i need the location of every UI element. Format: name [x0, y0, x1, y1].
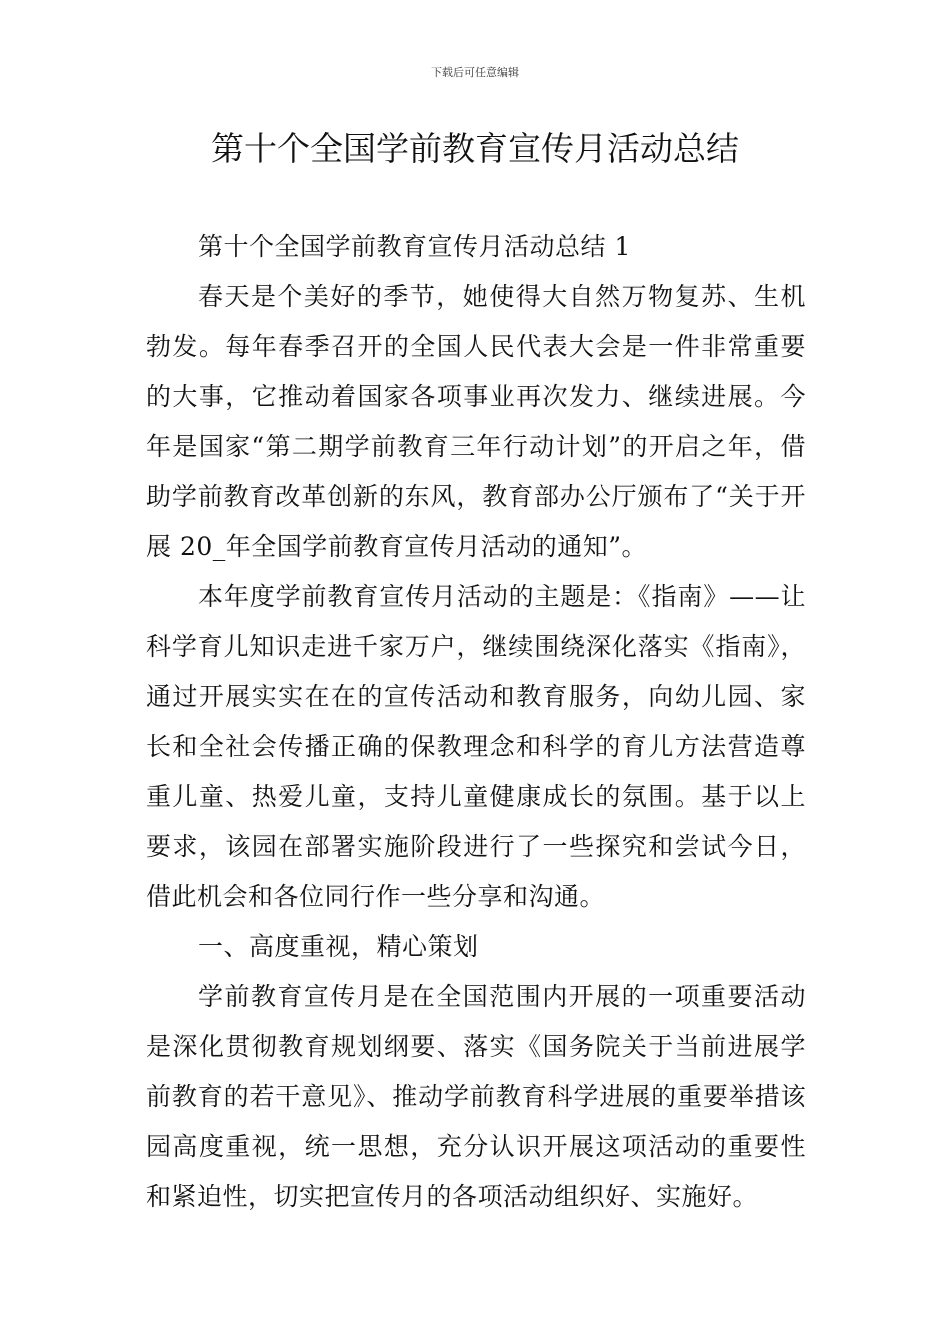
document-body [146, 222, 806, 1222]
paragraph: 春天是个美好的季节，她使得大自然万物复苏、生机勃发。每年春季召开的全国人民代表大会是一件非常重要的大事，它推动着国家各项事业再次发力、继续进展。今年是国家“第二期学前教育三年行动计划”的开启之年，借助学前教育改革创新的东风，教育部办公厅颁布了“关于开展 20_年全国学前教育宣传月活动的通知”。 [146, 282, 806, 561]
header-note: 下载后可任意编辑 [431, 66, 519, 79]
document-title: 第十个全国学前教育宣传月活动总结 [211, 129, 739, 168]
section-heading: 一、高度重视，精心策划 [198, 932, 479, 961]
section-heading: 第十个全国学前教育宣传月活动总结 1 [198, 232, 631, 261]
paragraph: 学前教育宣传月是在全国范围内开展的一项重要活动是深化贯彻教育规划纲要、落实《国务院关于当前进展学前教育的若干意见》、推动学前教育科学进展的重要举措该园高度重视，统一思想，充分认识开展这项活动的重要性和紧迫性，切实把宣传月的各项活动组织好、实施好。 [146, 982, 806, 1211]
paragraph: 本年度学前教育宣传月活动的主题是：《指南》——让科学育儿知识走进千家万户，继续围绕深化落实《指南》，通过开展实实在在的宣传活动和教育服务，向幼儿园、家长和全社会传播正确的保教理念和科学的育儿方法营造尊重儿童、热爱儿童，支持儿童健康成长的氛围。基于以上要求，该园在部署实施阶段进行了一些探究和尝试今日，借此机会和各位同行作一些分享和沟通。 [146, 582, 806, 911]
